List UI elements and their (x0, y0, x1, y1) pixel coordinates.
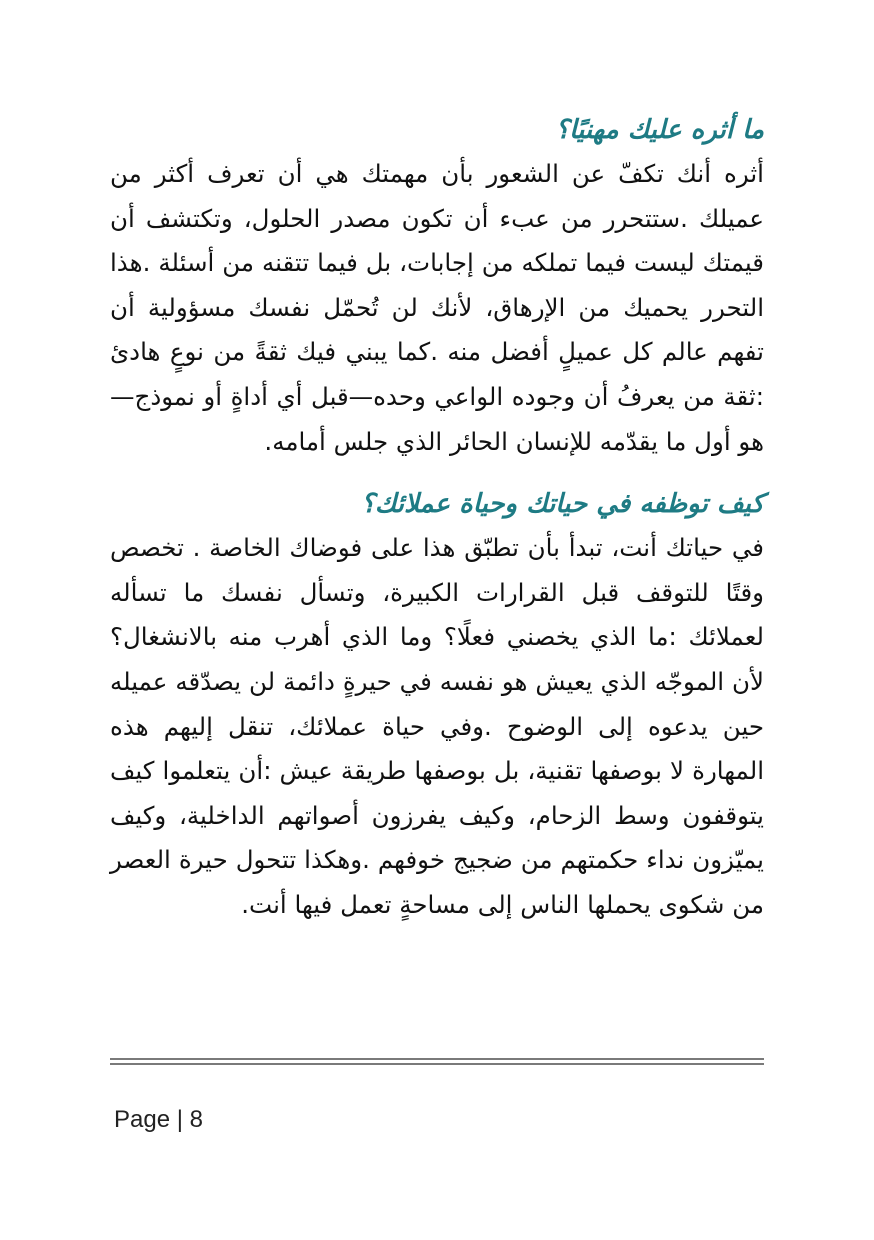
section-paragraph-professional-impact: أثره أنك تكفّ عن الشعور بأن مهمتك هي أن تعرف أكثر من عميلك .ستتحرر من عبء أن تكون مصدر الحلول، وتكتشف أن قيمتك ليست فيما تملكه من إجابات، بل فيما تتقنه من أسئلة .هذا التحرر يحميك من الإرهاق، لأنك لن تُحمّل نفسك مسؤولية أن تفهم عالم كل عميلٍ أفضل منه .كما يبني فيك ثقةً من نوعٍ هادئ :ثقة من يعرفُ أن وجوده الواعي وحده—قبل أي أداةٍ أو نموذج—هو أول ما يقدّمه للإنسان الحائر الذي جلس أمامه. (110, 159, 764, 456)
section-heading-application: كيف توظفه في حياتك وحياة عملائك؟ (361, 489, 764, 520)
page-label: Page (114, 1106, 171, 1133)
section-heading-professional-impact: ما أثره عليك مهنيًا؟ (555, 115, 764, 145)
page-footer (114, 1106, 203, 1134)
page-number: 8 (189, 1106, 203, 1133)
section-paragraph-application: في حياتك أنت، تبدأ بأن تطبّق هذا على فوضاك الخاصة . تخصص وقتًا للتوقف قبل القرارات الكبيرة، وتسأل نفسك ما تسأله لعملائك :ما الذي يخصني فعلًا؟ وما الذي أهرب منه بالانشغال؟ لأن الموجّه الذي يعيش هو نفسه في حيرةٍ دائمة لن يصدّقه عميله حين يدعوه إلى الوضوح .وفي حياة عملائك، تنقل إليهم هذه المهارة لا بوصفها تقنية، بل بوصفها طريقة عيش :أن يتعلموا كيف يتوقفون وسط الزحام، وكيف يفرزون أصواتهم الداخلية، وكيف يميّزون نداء حكمتهم من ضجيج خوفهم .وهكذا تتحول حيرة العصر من شكوى يحملها الناس إلى مساحةٍ تعمل فيها أنت. (110, 533, 764, 919)
page-content (110, 108, 764, 928)
page-separator: | (176, 1106, 183, 1133)
footer-divider (110, 1058, 764, 1065)
